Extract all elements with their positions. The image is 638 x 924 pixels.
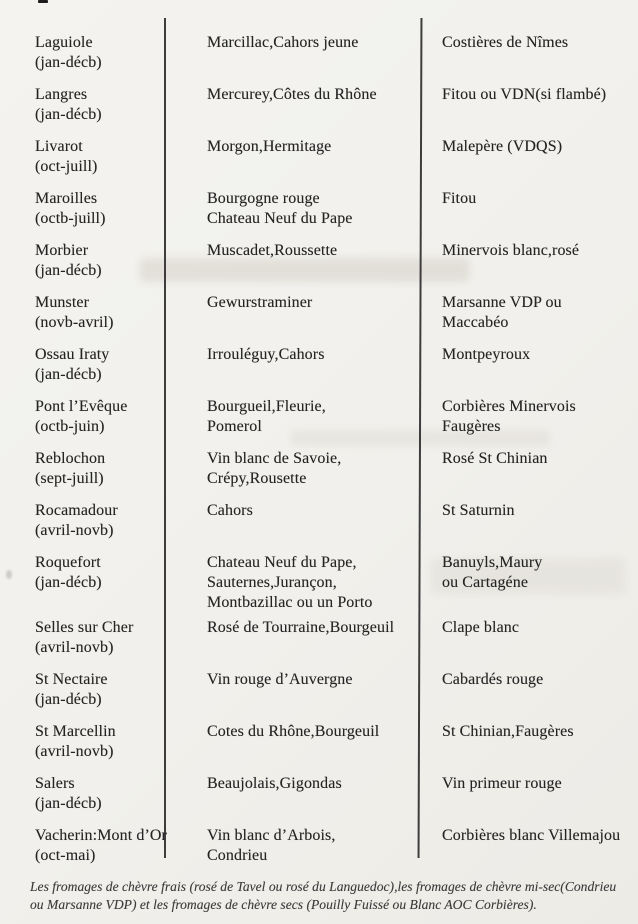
wine-line: Cotes du Rhône,Bourgeuil xyxy=(207,723,380,740)
wine-line: Malepère (VDQS) xyxy=(442,138,563,155)
cheese-name: Ossau Iraty xyxy=(35,346,110,363)
wine-pairing-regional xyxy=(442,826,638,866)
cheese-cell xyxy=(0,774,207,814)
table-row xyxy=(0,137,638,177)
cheese-season: (octb-juin) xyxy=(35,418,105,435)
wine-line: Fitou xyxy=(442,190,477,207)
table-row xyxy=(0,826,638,866)
wine-line: Condrieu xyxy=(207,847,268,864)
wine-line: Cahors xyxy=(207,502,253,519)
table-row xyxy=(0,670,638,710)
wine-line: Faugères xyxy=(442,418,501,435)
cheese-name: St Nectaire xyxy=(35,671,108,688)
cheese-cell xyxy=(0,501,207,541)
wine-line: Montpeyroux xyxy=(442,346,531,363)
wine-pairing-primary xyxy=(207,33,442,73)
cheese-cell xyxy=(0,189,207,229)
table-row xyxy=(0,397,638,437)
cheese-season: (jan-décb) xyxy=(35,691,102,708)
wine-line: Beaujolais,Gigondas xyxy=(207,775,342,792)
cheese-name: Maroilles xyxy=(35,190,98,207)
wine-line: Bourgueil,Fleurie, xyxy=(207,398,326,415)
cheese-season: (jan-décb) xyxy=(35,574,102,591)
footnote: Les fromages de chèvre frais (rosé de Tavel ou rosé du Languedoc),les fromages de chèvre mi-sec(Condrieu ou Marsanne VDP) et les fromages de chèvre secs (Pouilly Fuissé ou Blanc AOC Corbières). xyxy=(30,879,617,912)
cheese-cell xyxy=(0,293,207,333)
wine-line: Maccabéo xyxy=(442,314,509,331)
wine-line: Muscadet,Roussette xyxy=(207,242,338,259)
cheese-name: Morbier xyxy=(35,242,89,259)
cheese-cell xyxy=(0,722,207,762)
cheese-season: (oct-juill) xyxy=(35,158,98,175)
cheese-cell xyxy=(0,670,207,710)
wine-pairing-regional xyxy=(442,397,638,437)
cheese-season: (sept-juill) xyxy=(35,470,104,487)
wine-line: Corbières blanc Villemajou xyxy=(442,827,621,844)
wine-line: ou Cartagéne xyxy=(442,574,529,591)
cheese-season: (jan-décb) xyxy=(35,106,102,123)
cheese-name: Livarot xyxy=(35,138,83,155)
wine-line: Vin primeur rouge xyxy=(442,775,562,792)
cheese-season: (jan-décb) xyxy=(35,262,102,279)
wine-pairing-regional xyxy=(442,241,638,281)
table-row xyxy=(0,189,638,229)
wine-pairing-primary xyxy=(207,774,442,814)
wine-pairing-primary xyxy=(207,618,442,658)
wine-line: Minervois blanc,rosé xyxy=(442,242,580,259)
cheese-cell xyxy=(0,137,207,177)
cheese-cell xyxy=(0,826,207,866)
wine-pairing-regional xyxy=(442,137,638,177)
cheese-name: Pont l’Evêque xyxy=(35,398,128,415)
wine-pairing-primary xyxy=(207,241,442,281)
wine-line: Rosé St Chinian xyxy=(442,450,548,467)
wine-pairing-regional xyxy=(442,553,638,613)
wine-pairing-regional xyxy=(442,85,638,125)
wine-pairing-regional xyxy=(442,345,638,385)
wine-line: Vin blanc d’Arbois, xyxy=(207,827,336,844)
cheese-season: (avril-novb) xyxy=(35,639,114,656)
table-row xyxy=(0,501,638,541)
wine-pairing-primary xyxy=(207,189,442,229)
table-row xyxy=(0,774,638,814)
cheese-name: Langres xyxy=(35,86,88,103)
table-row xyxy=(0,33,638,73)
wine-pairing-primary xyxy=(207,553,442,613)
cheese-cell xyxy=(0,33,207,73)
wine-line: Fitou ou VDN(si flambé) xyxy=(442,86,607,103)
wine-pairing-primary xyxy=(207,670,442,710)
cheese-name: Reblochon xyxy=(35,450,106,467)
wine-pairing-primary xyxy=(207,449,442,489)
table-row xyxy=(0,345,638,385)
wine-line: Mercurey,Côtes du Rhône xyxy=(207,86,377,103)
wine-line: Montbazillac ou un Porto xyxy=(207,594,373,611)
cheese-name: Laguiole xyxy=(35,34,93,51)
table-row xyxy=(0,553,638,613)
cheese-name: Salers xyxy=(35,775,75,792)
cheese-cell xyxy=(0,449,207,489)
table-row xyxy=(0,722,638,762)
cheese-season: (jan-décb) xyxy=(35,366,102,383)
wine-pairing-regional xyxy=(442,774,638,814)
wine-pairing-regional xyxy=(442,33,638,73)
wine-pairing-primary xyxy=(207,722,442,762)
table-rows xyxy=(0,33,638,866)
cheese-name: Selles sur Cher xyxy=(35,619,134,636)
wine-pairing-primary xyxy=(207,137,442,177)
cheese-name: Vacherin:Mont d’Or xyxy=(35,827,167,844)
wine-line: Gewurstraminer xyxy=(207,294,313,311)
wine-pairing-primary xyxy=(207,397,442,437)
cheese-cell xyxy=(0,397,207,437)
wine-pairing-primary xyxy=(207,345,442,385)
wine-pairing-regional xyxy=(442,501,638,541)
cheese-name: Roquefort xyxy=(35,554,101,571)
wine-line: Marcillac,Cahors jeune xyxy=(207,34,359,51)
wine-line: Chateau Neuf du Pape, xyxy=(207,554,357,571)
wine-line: Chateau Neuf du Pape xyxy=(207,210,353,227)
cheese-cell xyxy=(0,345,207,385)
table-row xyxy=(0,449,638,489)
cheese-cell xyxy=(0,85,207,125)
wine-pairing-regional xyxy=(442,722,638,762)
wine-line: Bourgogne rouge xyxy=(207,190,320,207)
wine-pairing-regional xyxy=(442,618,638,658)
wine-pairing-regional xyxy=(442,293,638,333)
wine-pairing-regional xyxy=(442,189,638,229)
wine-line: Cabardés rouge xyxy=(442,671,544,688)
wine-line: Irrouléguy,Cahors xyxy=(207,346,325,363)
cheese-cell xyxy=(0,553,207,613)
wine-line: Sauternes,Jurançon, xyxy=(207,574,337,591)
cheese-name: St Marcellin xyxy=(35,723,116,740)
wine-pairing-primary xyxy=(207,293,442,333)
wine-line: Pomerol xyxy=(207,418,262,435)
cheese-season: (oct-mai) xyxy=(35,847,96,864)
wine-pairing-primary xyxy=(207,826,442,866)
wine-line: Costières de Nîmes xyxy=(442,34,569,51)
table-row xyxy=(0,241,638,281)
cheese-season: (jan-décb) xyxy=(35,795,102,812)
wine-line: Rosé de Tourraine,Bourgeuil xyxy=(207,619,395,636)
table-row xyxy=(0,293,638,333)
cheese-season: (avril-novb) xyxy=(35,522,114,539)
cheese-cell xyxy=(0,241,207,281)
wine-line: Marsanne VDP ou xyxy=(442,294,562,311)
cheese-cell xyxy=(0,618,207,658)
cheese-name: Rocamadour xyxy=(35,502,118,519)
wine-line: Clape blanc xyxy=(442,619,520,636)
wine-pairing-primary xyxy=(207,85,442,125)
wine-pairing-regional xyxy=(442,670,638,710)
cheese-season: (octb-juill) xyxy=(35,210,106,227)
wine-pairing-primary xyxy=(207,501,442,541)
table-row xyxy=(0,618,638,658)
wine-line: Banuyls,Maury xyxy=(442,554,543,571)
wine-line: Vin rouge d’Auvergne xyxy=(207,671,353,688)
cheese-season: (avril-novb) xyxy=(35,743,114,760)
wine-line: Crépy,Rousette xyxy=(207,470,307,487)
cheese-season: (novb-avril) xyxy=(35,314,114,331)
wine-line: St Chinian,Faugères xyxy=(442,723,574,740)
wine-line: Corbières Minervois xyxy=(442,398,576,415)
cheese-name: Munster xyxy=(35,294,90,311)
cheese-season: (jan-décb) xyxy=(35,54,102,71)
table-row xyxy=(0,85,638,125)
wine-line: St Saturnin xyxy=(442,502,515,519)
wine-line: Morgon,Hermitage xyxy=(207,138,332,155)
wine-line: Vin blanc de Savoie, xyxy=(207,450,342,467)
wine-pairing-regional xyxy=(442,449,638,489)
